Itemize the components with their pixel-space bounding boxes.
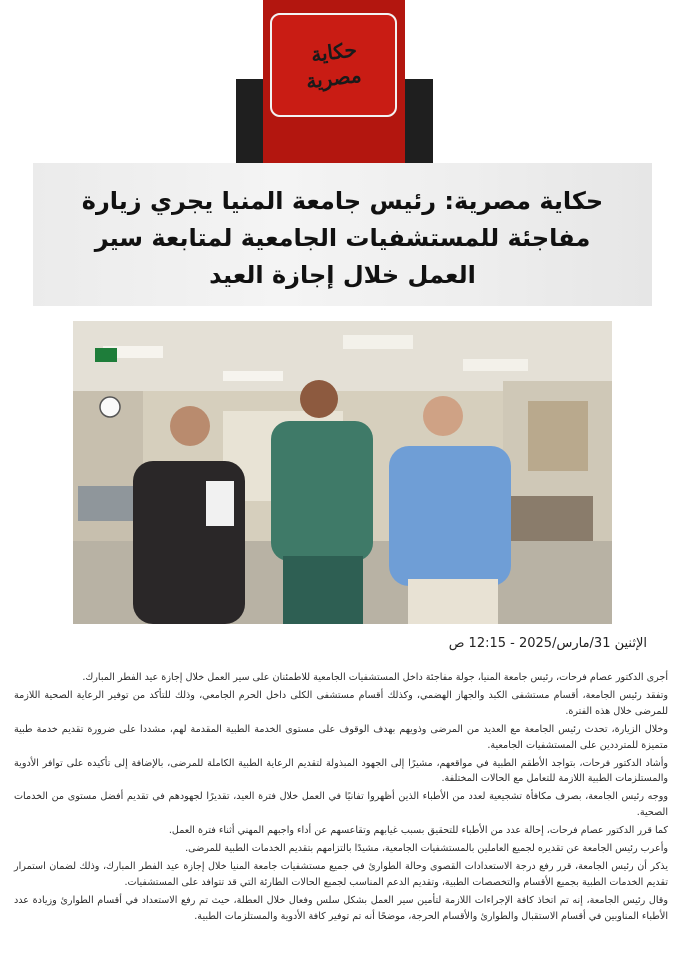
article-paragraph: أجرى الدكتور عصام فرحات، رئيس جامعة المنيا، جولة مفاجئة داخل المستشفيات الجامعية للاطمئنان على سير العمل خلال إجازة عيد الفطر المبارك.: [82, 672, 668, 683]
article-paragraph: وأشاد الدكتور فرحات، بتواجد الأطقم الطبية في مواقعهم، مشيرًا إلى الجهود المبذولة لتقديم الرعاية الطبية الكاملة للمرضى، بالإضافة إلى تأكيده على توافر الأدوية والمستلزمات الطبية اللازمة للتعامل مع الحالات المختلفة.: [14, 757, 668, 785]
article-body: [14, 670, 668, 927]
headline-banner: [33, 163, 652, 306]
logo-text-line2: مصرية: [304, 62, 363, 94]
article-paragraph: يذكر أن رئيس الجامعة، قرر رفع درجة الاستعدادات القصوى وحالة الطوارئ في جميع مستشفيات جامعة المنيا خلال إجازة عيد الفطر المبارك، وذلك لضمان استمرار تقديم الخدمات الطبية بجميع الأقسام والتخصصات الطبية، وتقديم الدعم المناسب لجميع الحالات الطارئة التي قد تتوافد على المستشفيات.: [14, 860, 668, 888]
article-paragraph: وخلال الزيارة، تحدث رئيس الجامعة مع العديد من المرضى وذويهم بهدف الوقوف على مستوى الخدمة الطبية المقدمة لهم، مشددا على ضرورة تقديم خدمة طبية متميزة للمترددين على المستشفيات الجامعية.: [14, 723, 668, 751]
article-paragraph: ووجه رئيس الجامعة، بصرف مكافأة تشجيعية لعدد من الأطباء الذين أظهروا تفانيًا في العمل خلال فترة العيد، تقديرًا لجهودهم في تقديم أفضل مستوى من الخدمات الصحية.: [14, 791, 668, 819]
headline: حكاية مصرية: رئيس جامعة المنيا يجري زيارة مفاجئة للمستشفيات الجامعية لمتابعة سير العمل خلال إجازة العيد: [81, 187, 604, 289]
logo-text-line1: حكاية: [309, 37, 358, 67]
article-paragraph: وتفقد رئيس الجامعة، أقسام مستشفى الكبد والجهاز الهضمي، وكذلك أقسام مستشفى الكلى داخل الحرم الجامعي، وذلك للتأكد من توفير الرعاية الصحية اللازمة للمرضى خلال هذه الفترة.: [14, 689, 668, 717]
hospital-visit-image: [73, 321, 612, 624]
article-photo: [73, 321, 612, 624]
article-paragraph: وأعرب رئيس الجامعة عن تقديره لجميع العاملين بالمستشفيات الجامعية، مشيدًا بالتزامهم بتقديم الخدمات الطبية للمرضى.: [185, 843, 668, 855]
article-paragraph: وقال رئيس الجامعة، إنه تم اتخاذ كافة الإجراءات اللازمة لتأمين سير العمل بشكل سلس وفعال خلال العطلة، حيث تم رفع الاستعداد في أقسام الطوارئ وزيادة عدد الأطباء المناوبين في أقسام الاستقبال والطوارئ والأقسام الحرجة، موضحًا أنه تم توفير كافة الأدوية والمستلزمات الطبية.: [14, 894, 668, 922]
article-paragraph: كما قرر الدكتور عصام فرحات، إحالة عدد من الأطباء للتحقيق بسبب غيابهم وتقاعسهم عن أداء واجبهم المهني أثناء فترة العمل.: [168, 825, 668, 837]
logo-badge: [270, 13, 397, 117]
publish-date: الإثنين 31/مارس/2025 - 12:15 ص: [448, 636, 647, 651]
